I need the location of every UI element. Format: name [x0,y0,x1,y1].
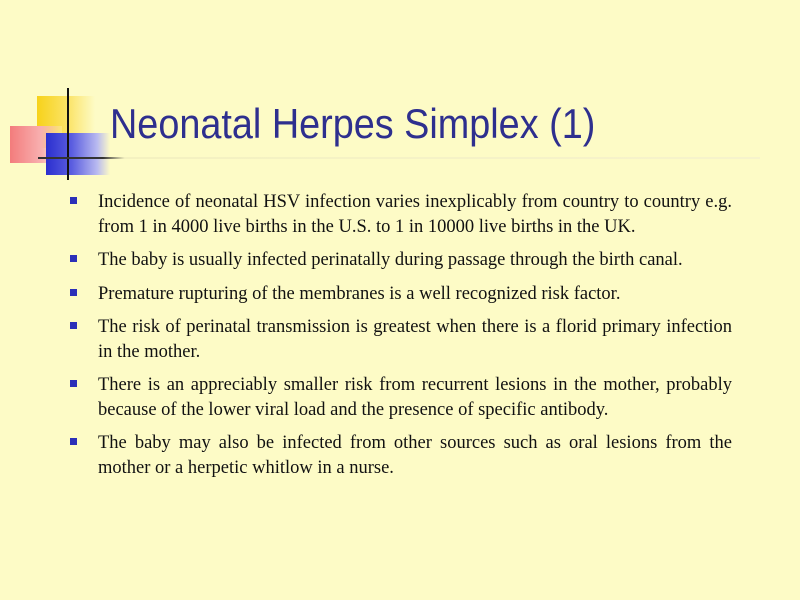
bullet-marker-icon [70,380,77,387]
bullet-text: The baby is usually infected perinatally during passage through the birth canal. [98,250,683,270]
bullet-marker-icon [70,255,77,262]
bullet-text: There is an appreciably smaller risk from recurrent lesions in the mother, probably because of the lower viral load and the presence of specific antibody. [98,375,732,420]
bullet-item [0,431,800,480]
bullet-text: Incidence of neonatal HSV infection varies inexplicably from country to country e.g. from 1 in 4000 live births in the U.S. to 1 in 10000 live births in the UK. [98,192,732,237]
bullet-text: The baby may also be infected from other sources such as oral lesions from the mother or a herpetic whitlow in a nurse. [98,433,732,478]
bullet-item [0,282,800,307]
bullet-item [0,373,800,422]
bullet-item [0,248,800,273]
bullet-text: Premature rupturing of the membranes is a well recognized risk factor. [98,283,621,304]
bullet-marker-icon [70,322,77,329]
bullet-item [0,315,800,364]
bullet-item [0,190,800,239]
bullet-marker-icon [70,289,77,296]
bullet-marker-icon [70,438,77,445]
bullet-text: The risk of perinatal transmission is greatest when there is a florid primary infection in the mother. [98,317,732,362]
decorative-blue-square [46,133,110,175]
slide-title: Neonatal Herpes Simplex (1) [110,100,596,147]
decorative-vertical-line [67,88,69,180]
bullet-list [0,190,800,489]
title-underline [38,157,760,159]
bullet-marker-icon [70,197,77,204]
